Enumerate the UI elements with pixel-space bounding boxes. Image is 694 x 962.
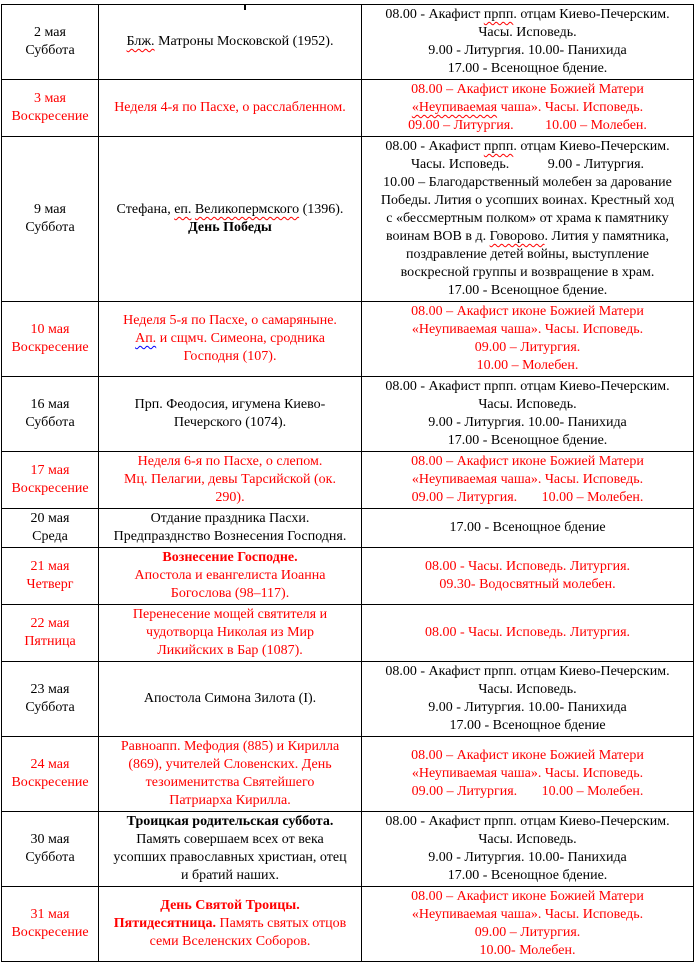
text-segment: 09.00 – Литургия. — [474, 925, 581, 940]
feast-description-cell — [99, 737, 362, 812]
text-segment: 9.00 - Литургия. 10.00- Панихида — [428, 700, 627, 715]
weekday-label: Среда — [32, 529, 68, 544]
service-time-line — [364, 321, 691, 339]
weekday-label: Суббота — [25, 850, 75, 865]
date-cell — [2, 5, 99, 80]
feast-description-line — [101, 396, 359, 414]
text-segment: «Неупиваемая чаша». Часы. Исповедь. — [411, 472, 644, 487]
text-segment: 17.00 - Всенощное бдение. — [447, 868, 608, 883]
text-segment: Вознесение Господне. — [162, 550, 298, 565]
text-segment: Стефана, — [116, 202, 175, 217]
feast-description-line — [101, 624, 359, 642]
text-segment: Троицкая родительская суббота. — [126, 814, 334, 829]
service-time-line — [364, 282, 691, 300]
service-time-line — [364, 813, 691, 831]
text-segment: Предпразднство Вознесения Господня. — [113, 529, 347, 544]
text-segment: воинам ВОВ в д. — [386, 229, 490, 244]
text-segment: 09.00 – Литургия. 10.00 – Молебен. — [408, 118, 647, 133]
table-row — [2, 5, 694, 80]
text-segment: Победы. Лития о усопших воинах. Крестный ход — [380, 193, 675, 208]
text-segment: и братий наших. — [180, 868, 280, 883]
service-times-cell — [362, 605, 694, 662]
text-segment: Часы. Исповедь. 9.00 - Литургия. — [410, 157, 645, 172]
service-time-line — [364, 558, 691, 576]
feast-description-cell — [99, 80, 362, 137]
service-time-line — [364, 519, 691, 537]
service-time-line — [364, 783, 691, 801]
feast-description-line — [101, 219, 359, 237]
misspelled-word: Говорово — [489, 229, 545, 244]
service-time-line — [364, 699, 691, 717]
text-segment: День Святой Троицы. — [160, 898, 300, 913]
text-segment: День Победы — [188, 220, 272, 235]
service-time-line — [364, 192, 691, 210]
service-times-cell — [362, 5, 694, 80]
text-segment: 08.00 - Акафист прпп. отцам Киево-Печерским. — [385, 664, 670, 679]
table-row — [2, 80, 694, 137]
text-segment: 09.00 – Литургия. 10.00 – Молебен. — [411, 490, 644, 505]
text-segment: 08.00 - Часы. Исповедь. Литургия. — [424, 625, 631, 640]
text-segment: Неделя 6-я по Пасхе, о слепом. — [137, 454, 323, 469]
date-cell — [2, 509, 99, 548]
service-times-cell — [362, 80, 694, 137]
feast-description-cell — [99, 887, 362, 962]
weekday-label: Воскресение — [11, 481, 89, 496]
text-segment: 08.00 - Акафист прпп. отцам Киево-Печерским. — [385, 379, 670, 394]
service-time-line — [364, 42, 691, 60]
text-segment: . отцам Киево-Печерским. — [513, 139, 670, 154]
text-segment: Неделя 4-я по Пасхе, о расслабленном. — [114, 100, 346, 115]
service-time-line — [364, 378, 691, 396]
feast-description-line — [101, 489, 359, 507]
text-segment: 09.00 – Литургия. 10.00 – Молебен. — [411, 784, 644, 799]
feast-description-line — [101, 471, 359, 489]
weekday-label: Суббота — [25, 415, 75, 430]
text-segment: 09.00 – Литургия. — [474, 340, 581, 355]
service-time-line — [364, 906, 691, 924]
service-time-line — [364, 174, 691, 192]
page-break-artifact-line — [244, 4, 246, 10]
service-time-line — [364, 471, 691, 489]
service-time-line — [364, 357, 691, 375]
service-times-cell — [362, 137, 694, 302]
text-segment: Господня (107). — [183, 349, 277, 364]
text-segment: Мц. Пелагии, девы Тарсийской (ок. — [124, 472, 336, 487]
text-segment: чаша». Часы. Исповедь. — [497, 100, 644, 115]
feast-description-line — [101, 738, 359, 756]
text-segment: 17.00 - Всенощное бдение. — [447, 61, 608, 76]
service-time-line — [364, 867, 691, 885]
weekday-label: Воскресение — [11, 775, 89, 790]
text-segment: поздравление детей войны, выступление — [405, 247, 650, 262]
text-segment: Патриарха Кирилла. — [169, 793, 291, 808]
text-segment: «Неупиваемая чаша». Часы. Исповедь. — [411, 766, 644, 781]
table-row — [2, 302, 694, 377]
date-label: 17 мая — [30, 463, 70, 478]
service-time-line — [364, 681, 691, 699]
table-row — [2, 812, 694, 887]
service-time-line — [364, 156, 691, 174]
feast-description-line — [101, 792, 359, 810]
text-segment: 17.00 - Всенощное бдение. — [447, 433, 608, 448]
text-segment: усопших православных христиан, отец — [113, 850, 347, 865]
text-segment: 08.00 - Акафист прпп. отцам Киево-Печерским. — [385, 814, 670, 829]
date-cell — [2, 80, 99, 137]
service-times-cell — [362, 452, 694, 509]
service-time-line — [364, 99, 691, 117]
misspelled-word: прпп — [483, 139, 514, 154]
feast-description-line — [101, 567, 359, 585]
feast-description-cell — [99, 812, 362, 887]
service-time-line — [364, 663, 691, 681]
date-label: 20 мая — [30, 511, 70, 526]
weekday-label: Воскресение — [11, 340, 89, 355]
feast-description-line — [101, 528, 359, 546]
table-row — [2, 737, 694, 812]
text-segment: Ликийских в Бар (1087). — [157, 643, 303, 658]
table-row — [2, 548, 694, 605]
service-time-line — [364, 576, 691, 594]
feast-description-line — [101, 849, 359, 867]
date-label: 22 мая — [30, 616, 70, 631]
service-time-line — [364, 264, 691, 282]
feast-description-line — [101, 831, 359, 849]
text-segment: (869), учителей Словенских. День — [128, 757, 332, 772]
service-time-line — [364, 138, 691, 156]
feast-description-cell — [99, 662, 362, 737]
text-segment: чудотворца Николая из Мир — [145, 625, 315, 640]
text-segment: Часы. Исповедь. — [478, 25, 577, 40]
text-segment: Апостола Симона Зилота (I). — [143, 691, 317, 706]
date-label: 2 мая — [34, 25, 66, 40]
service-times-cell — [362, 377, 694, 452]
service-time-line — [364, 81, 691, 99]
text-segment: 08.00 - Часы. Исповедь. Литургия. — [424, 559, 631, 574]
misspelled-word: Блж. — [126, 34, 155, 49]
feast-description-cell — [99, 605, 362, 662]
date-cell — [2, 377, 99, 452]
text-segment: Печерского (1074). — [173, 415, 287, 430]
feast-description-line — [101, 867, 359, 885]
service-time-line — [364, 924, 691, 942]
weekday-label: Суббота — [25, 700, 75, 715]
date-label: 9 мая — [34, 202, 66, 217]
feast-description-line — [101, 642, 359, 660]
weekday-label: Суббота — [25, 43, 75, 58]
text-segment: «Неупиваемая чаша». Часы. Исповедь. — [411, 322, 644, 337]
date-label: 16 мая — [30, 397, 70, 412]
service-time-line — [364, 624, 691, 642]
text-segment: с «бессмертным полком» от храма к памятнику — [386, 211, 669, 226]
text-segment: Матроны Московской (1952). — [154, 34, 334, 49]
text-segment: 08.00 – Акафист иконе Божией Матери — [411, 454, 644, 469]
service-time-line — [364, 210, 691, 228]
table-row — [2, 605, 694, 662]
misspelled-word: Ап. — [135, 331, 157, 346]
date-cell — [2, 302, 99, 377]
weekday-label: Пятница — [24, 634, 76, 649]
table-row — [2, 377, 694, 452]
service-time-line — [364, 453, 691, 471]
table-row — [2, 137, 694, 302]
feast-description-line — [101, 453, 359, 471]
date-cell — [2, 887, 99, 962]
service-time-line — [364, 888, 691, 906]
text-segment: Пятидесятница. — [113, 916, 216, 931]
feast-description-line — [101, 915, 359, 933]
feast-description-line — [101, 330, 359, 348]
feast-description-line — [101, 774, 359, 792]
weekday-label: Воскресение — [11, 109, 89, 124]
text-segment: Прп. Феодосия, игумена Киево- — [134, 397, 326, 412]
service-time-line — [364, 432, 691, 450]
church-service-schedule-table — [1, 4, 694, 962]
text-segment: Часы. Исповедь. — [478, 682, 577, 697]
service-time-line — [364, 765, 691, 783]
service-times-cell — [362, 302, 694, 377]
service-time-line — [364, 339, 691, 357]
text-segment: 17.00 - Всенощное бдение — [449, 520, 606, 535]
text-segment: 17.00 - Всенощное бдение. — [447, 283, 608, 298]
feast-description-line — [101, 201, 359, 219]
misspelled-word: еп. — [174, 202, 192, 217]
date-cell — [2, 452, 99, 509]
date-label: 31 мая — [30, 907, 70, 922]
feast-description-line — [101, 756, 359, 774]
text-segment: . Лития у памятника, — [544, 229, 669, 244]
text-segment: 08.00 – Акафист иконе Божией Матери — [411, 748, 644, 763]
misspelled-word: «Неупиваемая — [411, 100, 498, 115]
service-time-line — [364, 60, 691, 78]
feast-description-cell — [99, 302, 362, 377]
text-segment: 09.30- Водосвятный молебен. — [439, 577, 616, 592]
date-cell — [2, 605, 99, 662]
feast-description-line — [101, 414, 359, 432]
text-segment: 08.00 - Акафист — [385, 139, 484, 154]
text-segment: Часы. Исповедь. — [478, 397, 577, 412]
date-cell — [2, 662, 99, 737]
date-cell — [2, 812, 99, 887]
date-label: 23 мая — [30, 682, 70, 697]
service-times-cell — [362, 887, 694, 962]
feast-description-line — [101, 348, 359, 366]
text-segment: Часы. Исповедь. — [478, 832, 577, 847]
text-segment: 10.00 – Молебен. — [476, 358, 579, 373]
text-segment: и сщмч. Симеона, сродника — [156, 331, 325, 346]
text-segment: Отдание праздника Пасхи. — [150, 511, 310, 526]
feast-description-line — [101, 933, 359, 951]
text-segment: воскресной группы и возвращение в храм. — [400, 265, 655, 280]
weekday-label: Воскресение — [11, 925, 89, 940]
service-time-line — [364, 414, 691, 432]
text-segment: Память святых отцов — [215, 916, 347, 931]
text-segment: Неделя 5-я по Пасхе, о самаряныне. — [123, 313, 337, 328]
schedule-table-body — [2, 5, 694, 962]
text-segment: 10.00 – Благодарственный молебен за дарование — [383, 175, 672, 190]
text-segment: Богослова (98–117). — [170, 586, 290, 601]
date-cell — [2, 548, 99, 605]
text-segment: . отцам Киево-Печерским. — [513, 7, 670, 22]
text-segment: (1396). — [299, 202, 344, 217]
weekday-label: Суббота — [25, 220, 75, 235]
service-time-line — [364, 717, 691, 735]
date-label: 24 мая — [30, 757, 70, 772]
service-time-line — [364, 6, 691, 24]
service-times-cell — [362, 548, 694, 605]
service-time-line — [364, 303, 691, 321]
feast-description-cell — [99, 137, 362, 302]
text-segment: 17.00 - Всенощное бдение — [449, 718, 606, 733]
feast-description-line — [101, 99, 359, 117]
text-segment: 08.00 – Акафист иконе Божией Матери — [411, 304, 644, 319]
feast-description-cell — [99, 452, 362, 509]
service-time-line — [364, 228, 691, 246]
misspelled-word: Великопермского — [194, 202, 300, 217]
text-segment: Равноапп. Мефодия (885) и Кирилла — [120, 739, 340, 754]
service-time-line — [364, 396, 691, 414]
feast-description-line — [101, 585, 359, 603]
feast-description-cell — [99, 377, 362, 452]
service-time-line — [364, 489, 691, 507]
date-cell — [2, 137, 99, 302]
text-segment: семи Вселенских Соборов. — [149, 934, 311, 949]
feast-description-cell — [99, 548, 362, 605]
service-time-line — [364, 849, 691, 867]
service-times-cell — [362, 662, 694, 737]
feast-description-line — [101, 690, 359, 708]
text-segment: Память совершаем всех от века — [136, 832, 324, 847]
text-segment: 10.00- Молебен. — [479, 943, 576, 958]
service-times-cell — [362, 509, 694, 548]
text-segment: 08.00 – Акафист иконе Божией Матери — [411, 889, 644, 904]
feast-description-line — [101, 897, 359, 915]
service-time-line — [364, 117, 691, 135]
text-segment: «Неупиваемая чаша». Часы. Исповедь. — [411, 907, 644, 922]
table-row — [2, 662, 694, 737]
feast-description-line — [101, 312, 359, 330]
feast-description-line — [101, 549, 359, 567]
text-segment: 9.00 - Литургия. 10.00- Панихида — [428, 43, 627, 58]
text-segment: 08.00 – Акафист иконе Божией Матери — [411, 82, 644, 97]
feast-description-line — [101, 813, 359, 831]
table-row — [2, 887, 694, 962]
text-segment: Апостола и евангелиста Иоанна — [134, 568, 326, 583]
text-segment: 9.00 - Литургия. 10.00- Панихида — [428, 850, 627, 865]
feast-description-cell — [99, 5, 362, 80]
misspelled-word: прпп — [483, 7, 514, 22]
service-times-cell — [362, 812, 694, 887]
date-label: 3 мая — [34, 91, 66, 106]
service-time-line — [364, 747, 691, 765]
weekday-label: Четверг — [26, 577, 74, 592]
feast-description-line — [101, 606, 359, 624]
table-row — [2, 509, 694, 548]
table-row — [2, 452, 694, 509]
date-label: 21 мая — [30, 559, 70, 574]
service-time-line — [364, 831, 691, 849]
date-label: 30 мая — [30, 832, 70, 847]
service-time-line — [364, 24, 691, 42]
feast-description-cell — [99, 509, 362, 548]
date-cell — [2, 737, 99, 812]
service-times-cell — [362, 737, 694, 812]
feast-description-line — [101, 33, 359, 51]
text-segment: 290). — [215, 490, 245, 505]
text-segment: 08.00 - Акафист — [385, 7, 484, 22]
feast-description-line — [101, 510, 359, 528]
service-time-line — [364, 246, 691, 264]
text-segment: 9.00 - Литургия. 10.00- Панихида — [428, 415, 627, 430]
text-segment: тезоименитства Святейшего — [145, 775, 315, 790]
text-segment: Перенесение мощей святителя и — [132, 607, 328, 622]
date-label: 10 мая — [30, 322, 70, 337]
